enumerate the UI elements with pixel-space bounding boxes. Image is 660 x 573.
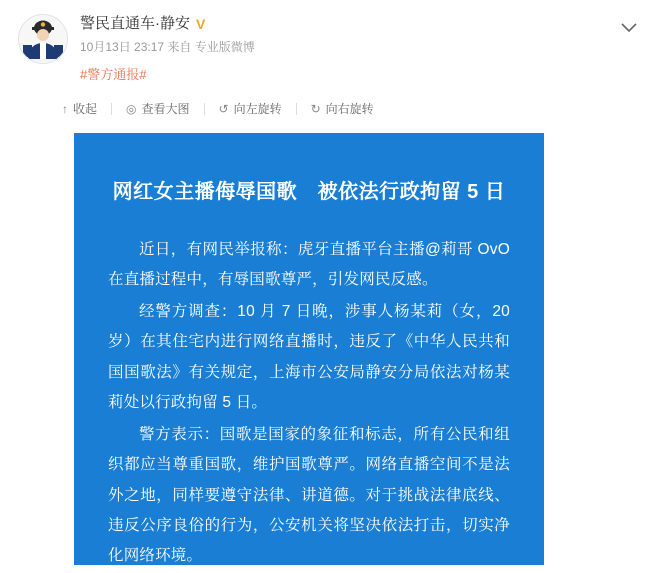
- poster-body: [108, 235, 510, 565]
- view-large-label: 查看大图: [141, 101, 190, 116]
- collapse-label: 收起: [73, 101, 98, 116]
- rotate-right-label: 向右旋转: [325, 101, 374, 116]
- author-block: [80, 14, 642, 84]
- collapse-button[interactable]: [60, 103, 111, 115]
- post-topic[interactable]: #警方通报#: [80, 66, 147, 82]
- image-toolbar: [60, 98, 642, 120]
- police-notice-poster[interactable]: [74, 133, 544, 565]
- poster-paragraph: 近日，有网民举报称：虎牙直播平台主播@莉哥 OvO 在直播过程中，有辱国歌尊严，引发网民反感。: [108, 240, 510, 288]
- post-header: [0, 0, 660, 84]
- poster-title: 网红女主播侮辱国歌 被依法行政拘留 5 日: [112, 180, 506, 203]
- rotate-right-icon: ↻: [310, 101, 321, 116]
- rotate-left-label: 向左旋转: [233, 101, 282, 116]
- view-large-button[interactable]: [112, 103, 204, 115]
- chevron-down-icon[interactable]: [618, 16, 640, 38]
- author-name-row: [80, 16, 642, 31]
- avatar[interactable]: [18, 14, 68, 64]
- verified-badge-icon[interactable]: V: [196, 15, 206, 32]
- post-source[interactable]: 专业版微博: [194, 40, 255, 54]
- magnifier-icon: ◎: [126, 101, 137, 116]
- post-meta: [80, 40, 642, 56]
- rotate-left-icon: ↺: [218, 101, 229, 116]
- author-nickname[interactable]: 警民直通车·静安: [80, 15, 190, 32]
- post-from-label: 来自: [167, 40, 192, 54]
- rotate-right-button[interactable]: [297, 103, 388, 115]
- rotate-left-button[interactable]: [205, 103, 296, 115]
- post-time[interactable]: 10月13日 23:17: [80, 40, 165, 54]
- poster-paragraph: 警方表示：国歌是国家的象征和标志，所有公民和组织都应当尊重国歌，维护国歌尊严。网络直播空间不是法外之地，同样要遵守法律、讲道德。对于挑战法律底线、违反公序良俗的行为，公安机关将坚决依法打击，切实净化网络环境。: [108, 426, 510, 564]
- post-image-container[interactable]: [74, 133, 544, 565]
- poster-paragraph: 经警方调查：10 月 7 日晚，涉事人杨某莉（女，20 岁）在其住宅内进行网络直播时，违反了《中华人民共和国国歌法》有关规定，上海市公安局静安分局依法对杨某莉处以行政拘留 5 日。: [108, 303, 510, 411]
- arrow-up-icon: ↑: [62, 101, 68, 116]
